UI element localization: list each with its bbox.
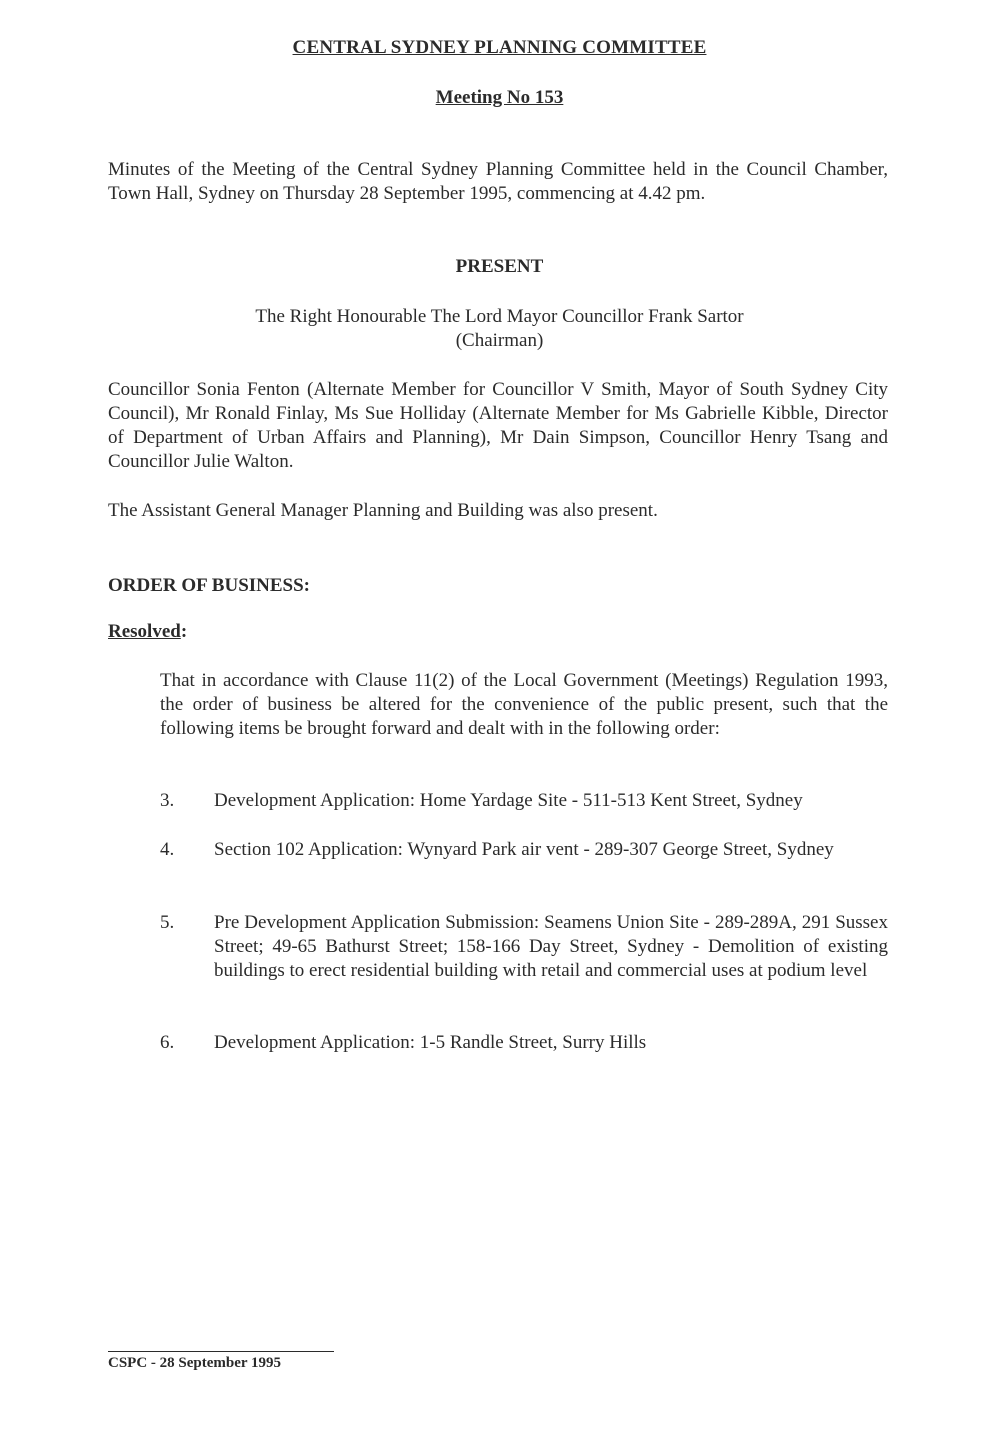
assistant-paragraph: The Assistant General Manager Planning and Building was also present.	[108, 500, 658, 521]
item-text: Development Application: Home Yardage Site - 511-513 Kent Street, Sydney	[214, 790, 803, 811]
resolution-paragraph: That in accordance with Clause 11(2) of the Local Government (Meetings) Regulation 1993, the order of business be altered for the convenience of the public present, such that the following items be brought forward and dealt with in the following order:	[160, 670, 888, 739]
resolved-label	[108, 621, 187, 643]
document-title: CENTRAL SYDNEY PLANNING COMMITTEE	[292, 37, 707, 58]
item-number: 3.	[160, 790, 175, 811]
item-number: 6.	[160, 1032, 175, 1053]
resolved-word: Resolved	[108, 621, 181, 642]
intro-paragraph: Minutes of the Meeting of the Central Sydney Planning Committee held in the Council Chamber, Town Hall, Sydney on Thursday 28 September 1995, commencing at 4.42 pm.	[108, 159, 888, 204]
order-of-business-heading: ORDER OF BUSINESS:	[108, 575, 311, 596]
footer-divider	[108, 1351, 334, 1352]
chair-block	[0, 305, 999, 353]
members-paragraph: Councillor Sonia Fenton (Alternate Member for Councillor V Smith, Mayor of South Sydney City Council), Mr Ronald Finlay, Ms Sue Holliday (Alternate Member for Ms Gabrielle Kibble, Director of Department of Urban Affairs and Planning), Mr Dain Simpson, Councillor Henry Tsang and Councillor Julie Walton.	[108, 379, 888, 472]
resolved-colon: :	[180, 621, 188, 642]
present-heading: PRESENT	[455, 256, 544, 277]
chair-name: The Right Honourable The Lord Mayor Councillor Frank Sartor	[255, 306, 744, 327]
item-text: Development Application: 1-5 Randle Street, Surry Hills	[214, 1032, 647, 1053]
item-text: Pre Development Application Submission: Seamens Union Site - 289-289A, 291 Sussex Street; 49-65 Bathurst Street; 158-166 Day Street, Sydney - Demolition of existing buildings to erect residential building with retail and commercial uses at podium level	[214, 912, 888, 981]
page-footer: CSPC - 28 September 1995	[108, 1355, 282, 1371]
item-number: 5.	[160, 912, 175, 933]
meeting-number: Meeting No 153	[435, 87, 564, 108]
item-number: 4.	[160, 839, 175, 860]
item-text: Section 102 Application: Wynyard Park air vent - 289-307 George Street, Sydney	[214, 839, 834, 860]
chair-role: (Chairman)	[455, 330, 544, 351]
